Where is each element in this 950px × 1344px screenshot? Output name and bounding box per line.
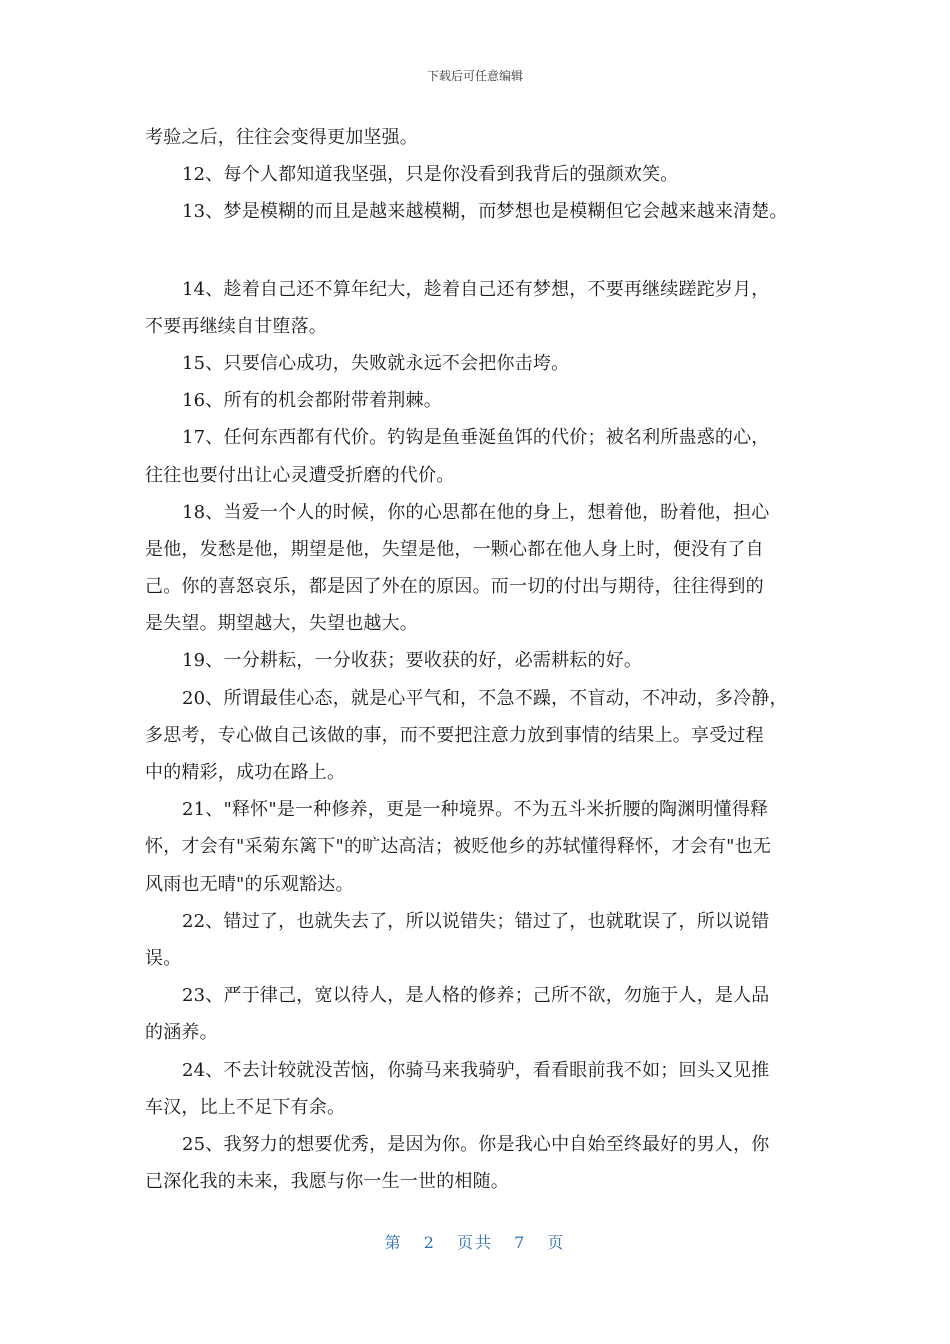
- text-line: 25、我努力的想要优秀，是因为你。你是我心中自始至终最好的男人，你: [182, 1133, 770, 1155]
- text-line: 18、当爱一个人的时候，你的心思都在他的身上，想着他，盼着他，担心: [182, 501, 770, 523]
- text-line: 考验之后，往往会变得更加坚强。: [145, 127, 418, 148]
- body-text: [145, 119, 810, 1200]
- paragraph-gap: [145, 231, 810, 271]
- text-line: 23、严于律己，宽以待人，是人格的修养；己所不欲，勿施于人，是人品: [182, 985, 770, 1007]
- text-line: 不要再继续自甘堕落。: [145, 315, 327, 337]
- text-line: 15、只要信心成功，失败就永远不会把你击垮。: [182, 352, 570, 374]
- text-line: 22、错过了，也就失去了，所以说错失；错过了，也就耽误了，所以说错: [182, 910, 770, 932]
- text-line: 19、一分耕耘，一分收获；要收获的好，必需耕耘的好。: [182, 650, 643, 672]
- text-line: 12、每个人都知道我坚强，只是你没看到我背后的强颜欢笑。: [182, 164, 679, 186]
- page-footer: 第 2 页共 7 页: [384, 1233, 566, 1252]
- text-line: 是失望。期望越大，失望也越大。: [145, 613, 418, 635]
- text-line: 中的精彩，成功在路上。: [145, 762, 346, 783]
- text-line: 21、"释怀"是一种修养，更是一种境界。不为五斗米折腰的陶渊明懂得释: [182, 799, 769, 821]
- text-line: 己。你的喜怒哀乐，都是因了外在的原因。而一切的付出与期待，往往得到的: [145, 576, 764, 598]
- text-line: 17、任何东西都有代价。钓钩是鱼垂涎鱼饵的代价；被名利所蛊惑的心，: [182, 427, 770, 449]
- text-line: 风雨也无晴"的乐观豁达。: [145, 873, 354, 895]
- text-line: 往往也要付出让心灵遭受折磨的代价。: [145, 464, 455, 486]
- text-line: 13、梦是模糊的而且是越来越模糊，而梦想也是模糊但它会越来越来清楚。: [182, 201, 788, 223]
- text-line: 车汉，比上不足下有余。: [145, 1096, 346, 1118]
- text-line: 14、趁着自己还不算年纪大，趁着自己还有梦想，不要再继续蹉跎岁月，: [182, 278, 770, 300]
- text-line: 20、所谓最佳心态，就是心平气和，不急不躁，不盲动，不冲动，多冷静，: [182, 687, 788, 709]
- text-line: 是他，发愁是他，期望是他，失望是他，一颗心都在他人身上时，便没有了自: [145, 538, 764, 560]
- text-line: 已深化我的未来，我愿与你一生一世的相随。: [145, 1171, 509, 1193]
- page-header: 下载后可任意编辑: [426, 69, 523, 83]
- text-line: 怀，才会有"采菊东篱下"的旷达高洁；被贬他乡的苏轼懂得释怀，才会有"也无: [145, 836, 772, 858]
- text-line: 的涵养。: [145, 1022, 218, 1044]
- text-line: 多思考，专心做自己该做的事，而不要把注意力放到事情的结果上。享受过程: [145, 724, 764, 746]
- text-line: 24、不去计较就没苦恼，你骑马来我骑驴，看看眼前我不如；回头又见推: [182, 1059, 770, 1081]
- text-line: 16、所有的机会都附带着荆棘。: [182, 390, 442, 412]
- text-line: 误。: [145, 947, 182, 969]
